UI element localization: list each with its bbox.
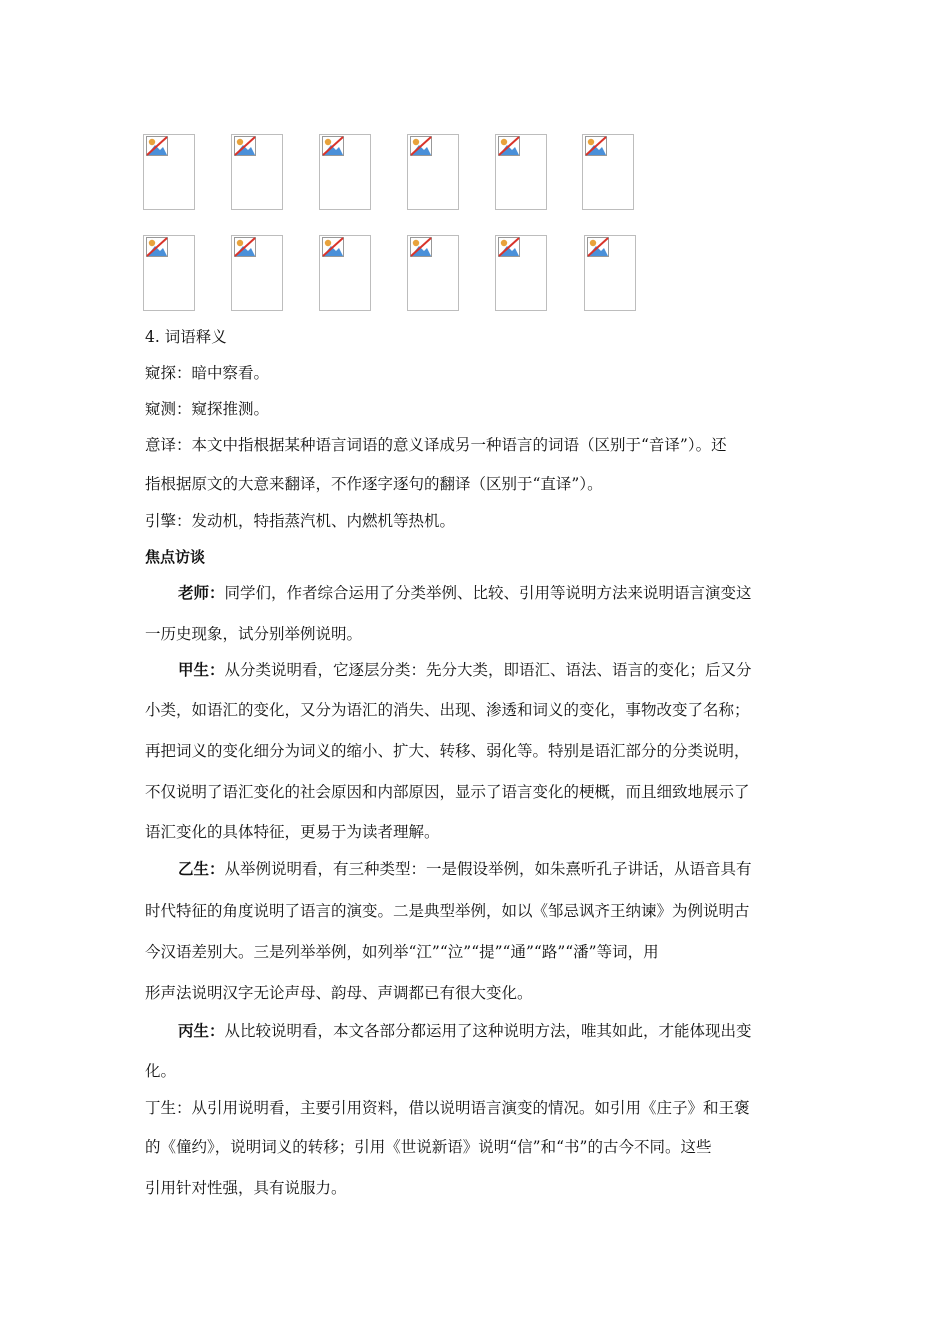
broken-image-icon (319, 134, 371, 210)
speaker-label: 乙生： (178, 859, 225, 878)
broken-image-icon (231, 235, 283, 311)
paragraph-text: 从比较说明看，本文各部分都运用了这种说明方法，唯其如此，才能体现出变 (224, 1022, 752, 1040)
paragraph-text: 同学们，作者综合运用了分类举例、比较、引用等说明方法来说明语言演变这 (224, 584, 752, 602)
definition-line: 意译：本文中指根据某种语言词语的意义译成另一种语言的词语（区别于“音译”）。还 (145, 436, 727, 454)
definition-line: 引擎：发动机，特指蒸汽机、内燃机等热机。 (145, 512, 456, 530)
paragraph-line: 一历史现象，试分别举例说明。 (145, 625, 363, 643)
broken-image-icon (584, 235, 636, 311)
definition-line: 指根据原文的大意来翻译，不作逐字逐句的翻译（区别于“直译”）。 (145, 475, 603, 493)
paragraph-line: 的《僮约》，说明词义的转移；引用《世说新语》说明“信”和“书”的古今不同。这些 (145, 1138, 712, 1156)
paragraph-line: 引用针对性强，具有说服力。 (145, 1179, 347, 1197)
paragraph-line (178, 583, 752, 603)
paragraph-line: 丁生：从引用说明看，主要引用资料，借以说明语言演变的情况。如引用《庄子》和王褒 (145, 1099, 750, 1117)
focus-heading: 焦点访谈 (145, 548, 206, 566)
speaker-label: 甲生： (178, 660, 225, 679)
broken-image-icon (407, 134, 459, 210)
paragraph-text: 从举例说明看，有三种类型：一是假设举例，如朱熹听孔子讲话，从语音具有 (224, 860, 752, 878)
paragraph-line: 小类，如语汇的变化，又分为语汇的消失、出现、渗透和词义的变化，事物改变了名称； (145, 701, 750, 719)
definition-line: 窥探：暗中察看。 (145, 364, 270, 382)
section-title: 4. 词语释义 (145, 328, 227, 346)
broken-image-icon (231, 134, 283, 210)
paragraph-line: 化。 (145, 1062, 177, 1080)
paragraph-line: 形声法说明汉字无论声母、韵母、声调都已有很大变化。 (145, 984, 533, 1002)
paragraph-line (178, 859, 752, 879)
paragraph-line: 今汉语差别大。三是列举举例，如列举“江”“泣”“提”“通”“路”“潘”等词，用 (145, 943, 659, 961)
speaker-label: 丙生： (178, 1021, 225, 1040)
paragraph-line (178, 1021, 752, 1041)
broken-image-icon (319, 235, 371, 311)
broken-image-icon (143, 134, 195, 210)
broken-image-icon (495, 235, 547, 311)
definition-line: 窥测：窥探推测。 (145, 400, 270, 418)
paragraph-line: 再把词义的变化细分为词义的缩小、扩大、转移、弱化等。特别是语汇部分的分类说明， (145, 742, 750, 760)
paragraph-text: 从分类说明看，它逐层分类：先分大类，即语汇、语法、语言的变化；后又分 (224, 661, 752, 679)
broken-image-icon (582, 134, 634, 210)
paragraph-line: 语汇变化的具体特征，更易于为读者理解。 (145, 823, 440, 841)
paragraph-line: 时代特征的角度说明了语言的演变。二是典型举例，如以《邹忌讽齐王纳谏》为例说明古 (145, 902, 750, 920)
speaker-label: 老师： (178, 583, 225, 602)
broken-image-icon (407, 235, 459, 311)
paragraph-line: 不仅说明了语汇变化的社会原因和内部原因，显示了语言变化的梗概，而且细致地展示了 (145, 783, 750, 801)
paragraph-line (178, 660, 752, 680)
broken-image-icon (143, 235, 195, 311)
broken-image-icon (495, 134, 547, 210)
